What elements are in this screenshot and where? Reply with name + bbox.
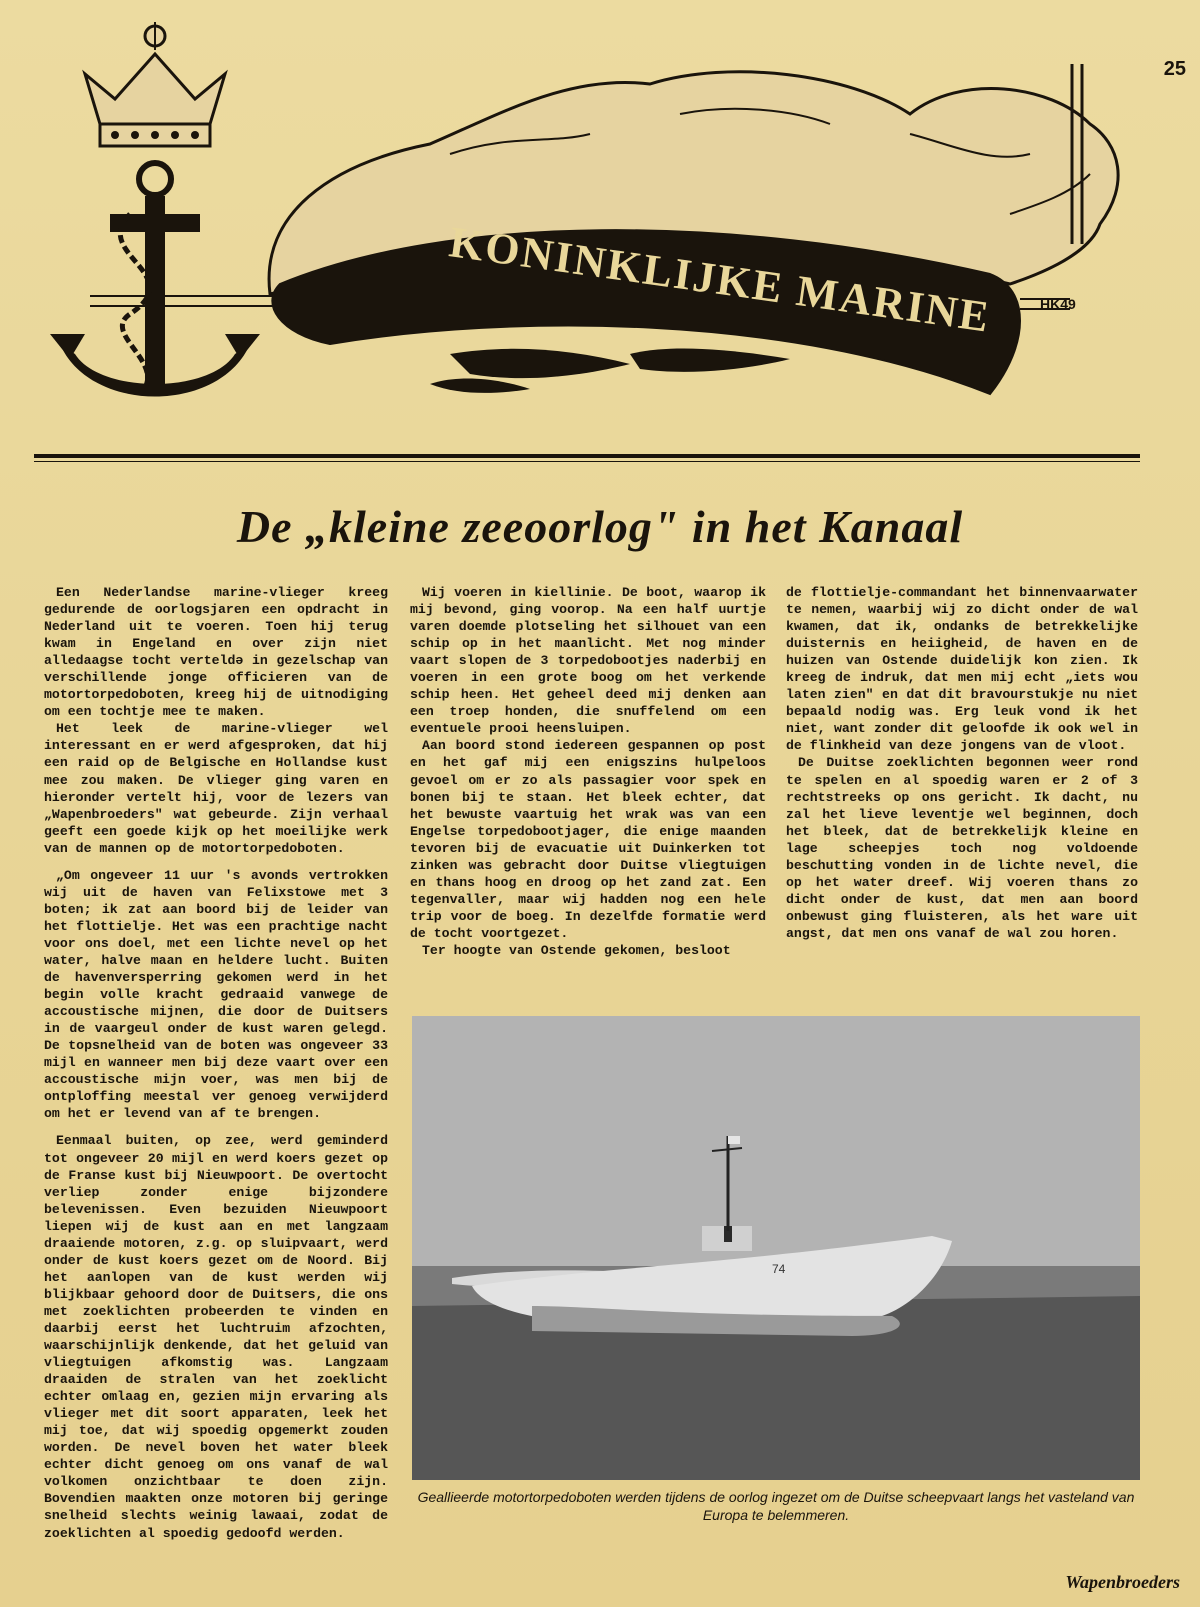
header-illustration (30, 14, 1180, 454)
paragraph: De Duitse zoeklichten begonnen weer rond te spelen en al spoedig waren er 2 of 3 rechtstreeks op ons gericht. Ik dacht, nu zal het lieve leventje wel beginnen, doch het bleek, dat de betrekkelijk kleine en lage scheepjes toch nog voldoende beschutting vonden in de lichte nevel, die op het water dreef. Wij voeren thans zo dicht onder de kust, dat men aan boord onbewust ging fluisteren, als het ware uit angst, dat men ons vanaf de wal zou horen. (786, 755, 1138, 941)
paragraph: Ter hoogte van Ostende gekomen, besloot (422, 942, 731, 958)
paragraph: de flottielje-commandant het binnenvaarwater te nemen, waarbij wij zo dicht onder de wal kwamen, dat ik, ondanks de betrekkelijke duisternis en heiigheid, de haven en de huizen van Ostende duidelijk kon zien. Ik kreeg de indruk, dat men mij echt „iets wou laten zien" en dat dit bravourstukje nu niet bepaald nodig was. Erg leuk vond ik het niet, want zonder dit geloofde ik ook wel in de flinkheid van deze jongens van de vloot. (786, 585, 1138, 754)
article-column-1 (44, 584, 388, 1542)
banner-text: KONINKLIJKE MARINE (446, 217, 994, 342)
publication-name: Wapenbroeders (1065, 1572, 1180, 1592)
article-title: De „kleine zeeoorlog" in het Kanaal (236, 501, 964, 552)
paragraph: Eenmaal buiten, op zee, werd geminderd tot ongeveer 20 mijl en werd koers gezet op de Franse kust bij Nieuwpoort. De overtocht verliep zonder enige bijzondere belevenissen. Even bezuiden Nieuwpoort liepen wij de kust aan en met langzaam draaiende motoren, z.g. op sluipvaart, werd onder de kust koers gezet om de Noord. Bij het aanlopen van de kust werden wij blijkbaar gehoord door de Duitsers, die ons met zoeklichten probeerden te vinden en daarbij eerst het luchtruim afzochten, waarschijnlijk denkende, dat het geluid van vliegtuigen afkomstig was. Langzaam draaiden de stralen van het zoeklicht echter omlaag en, gezien mijn ervaring als vlieger met dit soort apparaten, leek het mij toe, dat wij spoedig opgemerkt zouden worden. De nevel boven het water bleek echter dicht genoeg om ons vanaf de wal volkomen onzichtbaar te doen zijn. Bovendien maakten onze motoren bij geringe snelheid slechts weinig lawaai, zodat de zoeklichten al spoedig gedoofd werden. (44, 1133, 388, 1541)
paragraph: Aan boord stond iedereen gespannen op post en het gaf mij een enigszins hulpeloos gevoel om er zo als passagier voor spek en bonen bij te staan. Het bleek echter, dat het bewuste vaartuig het wrak was van een Engelse torpedobootjager, die enige maanden tevoren bij de evacuatie uit Duinkerken tot zinken was gebracht door Duitse vliegtuigen en thans hoog en droog op het zand zat. Een tegenvaller, maar wij hadden nog een hele trip voor de boeg. In dezelfde formatie werd de tocht voortgezet. (410, 738, 766, 941)
page-number: 25 (1163, 58, 1186, 80)
photo-caption: Geallieerde motortorpedoboten werden tijdens de oorlog ingezet om de Duitse scheepvaart langs het vasteland van Europa te belemmeren. (417, 1489, 1135, 1523)
anchor-icon (50, 163, 260, 397)
article-column-2 (410, 584, 766, 959)
paragraph: Wij voeren in kiellinie. De boot, waarop ik mij bevond, ging voorop. Na een half uurtje varen doemde plotseling het silhouet van een schip op in het maanlicht. Met nog minder vaart slopen de 3 torpedobootjes naderbij en voeren in een grote boog om het verkende schip heen. Het geheel deed mij denken aan een troep honden, die snuffelend om een eventuele prooi heensluipen. (410, 585, 766, 737)
crown-illustration (85, 22, 225, 146)
header-divider-thin (34, 461, 1140, 462)
header-divider (34, 454, 1140, 458)
article-column-3 (786, 584, 1138, 942)
paragraph: „Om ongeveer 11 uur 's avonds vertrokken wij uit de haven van Felixstowe met 3 boten; ik zat aan boord bij de leider van het flottielje. Het was een prachtige nacht voor ons doel, met een lichte nevel op het water, halve maan en heldere lucht. Buiten de havenversperring gekomen werd in het begin volle kracht gedraaid vanwege de accoustische mijnen, die door de Duitsers in de vaargeul onder de kust waren gelegd. De topsnelheid van de boten was ongeveer 33 mijl en wanneer men bij deze vaart over een accoustische mijn voer, was men bij de ontploffing meestal ver genoeg verwijderd om het er levend van af te brengen. (44, 867, 388, 1122)
artist-signature: HK49 (1040, 296, 1076, 312)
paragraph: Een Nederlandse marine-vlieger kreeg gedurende de oorlogsjaren een opdracht in Nederland uit te voeren. Toen hij terug kwam in Engeland en over zijn niet alledaagse tocht verteldə in gezelschap van verschillende jonge officieren van de motortorpedoboten, kreeg hij de uitnodiging om een tochtje mee te maken. (44, 585, 388, 720)
paragraph: Het leek de marine-vlieger wel interessant en er werd afgesproken, dat hij een raid op de Belgische en Hollandse kust mee zou maken. De vlieger ging varen en hieronder vertelt hij, voor de lezers van „Wapenbroeders" wat gebeurde. Zijn verhaal geeft een goede kijk op het moeilijke werk van de mannen op de motortorpedoboten. (44, 721, 388, 856)
motor-torpedo-boat-photo (412, 1016, 1140, 1480)
hull-number: 74 (772, 1262, 786, 1276)
